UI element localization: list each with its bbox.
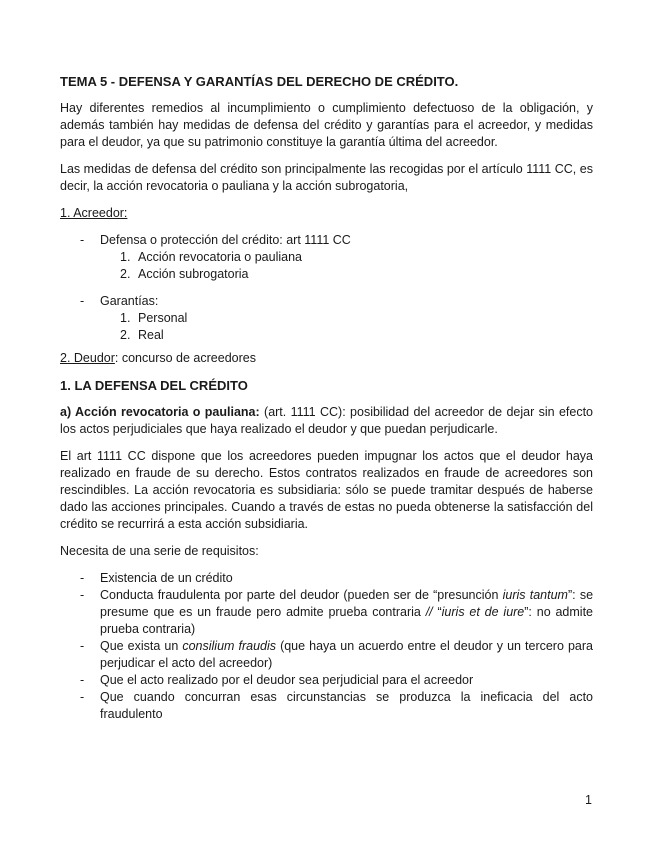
section-title: 1. LA DEFENSA DEL CRÉDITO [60, 378, 248, 393]
deudor-line: 2. Deudor: concurso de acreedores [60, 351, 256, 365]
list-item: - Garantías: 1. Personal 2. Real [80, 293, 593, 344]
list-item: - Existencia de un crédito [80, 570, 593, 587]
acreedor-heading: 1. Acreedor: [60, 206, 128, 220]
requisitos-list [60, 570, 593, 723]
list-item: 2. Real [120, 327, 593, 344]
list-item: 1. Personal [120, 310, 593, 327]
list-item: - Que el acto realizado por el deudor sea perjudicial para el acreedor [80, 672, 593, 689]
art-1111-paragraph: El art 1111 CC dispone que los acreedores pueden impugnar los actos que el deudor haya realizado en fraude de su derecho. Estos contratos realizados en fraude de acreedores son rescindibles. La acción revocatoria es subsidiaria: sólo se puede tramitar después de haberse dado las acciones principales. Cuando a través de estas no pueda obtenerse la satisfacción del crédito se recurrirá a esta acción subsidiaria. [60, 449, 593, 531]
accion-revocatoria-paragraph: a) Acción revocatoria o pauliana: (art. 1111 CC): posibilidad del acreedor de dejar sin efecto los actos perjudiciales que haya realizado el deudor y que puedan perjudicarle. [60, 405, 594, 436]
page-number: 1 [585, 793, 592, 807]
document-title: TEMA 5 - DEFENSA Y GARANTÍAS DEL DERECHO DE CRÉDITO. [60, 74, 459, 89]
intro-paragraph: Hay diferentes remedios al incumplimiento o cumplimiento defectuoso de la obligación, y además también hay medidas de defensa del crédito y garantías para el acreedor, y medidas para el deudor, ya que su patrimonio constituye la garantía última del acreedor. [60, 101, 593, 149]
list-item: 2. Acción subrogatoria [120, 266, 593, 283]
garantias-sublist [100, 310, 593, 344]
list-item: - Que cuando concurran esas circunstancias se produzca la ineficacia del acto fraudulento [80, 689, 593, 723]
requisitos-intro: Necesita de una serie de requisitos: [60, 544, 259, 558]
list-item: - Que exista un consilium fraudis (que haya un acuerdo entre el deudor y un tercero para perjudicar el acto del acreedor) [80, 638, 593, 672]
defensa-sublist [100, 249, 593, 283]
list-item: - Defensa o protección del crédito: art 1111 CC 1. Acción revocatoria o pauliana 2. Acción subrogatoria [80, 232, 593, 283]
acreedor-list [60, 232, 593, 283]
measures-paragraph: Las medidas de defensa del crédito son principalmente las recogidas por el artículo 1111 CC, es decir, la acción revocatoria o pauliana y la acción subrogatoria, [60, 162, 593, 193]
list-item: - Conducta fraudulenta por parte del deudor (pueden ser de “presunción iuris tantum”: se presume que es un fraude pero admite prueba contraria // “iuris et de iure”: no admite prueba contraria) [80, 587, 593, 638]
list-item: 1. Acción revocatoria o pauliana [120, 249, 593, 266]
garantias-list [60, 293, 593, 344]
